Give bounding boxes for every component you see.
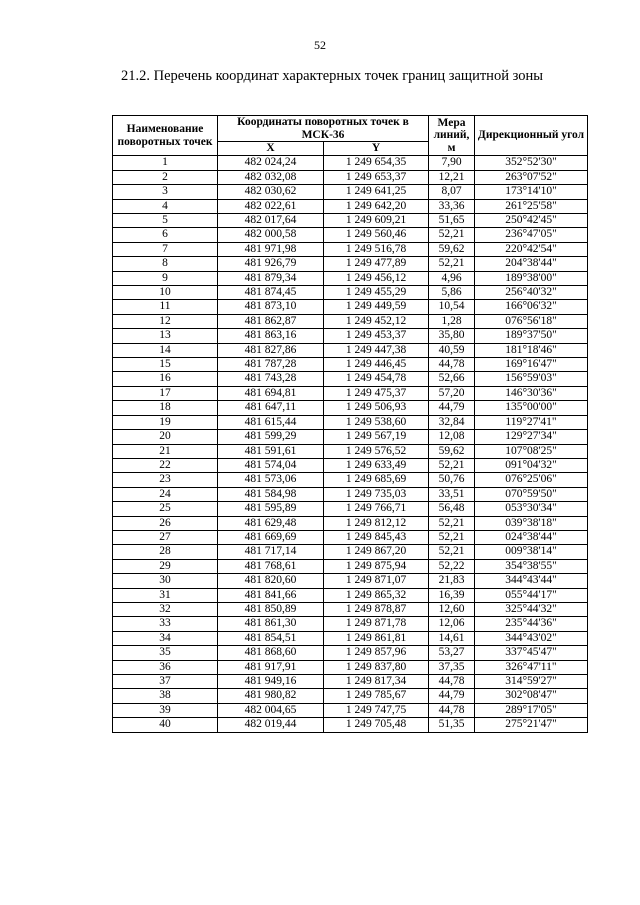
coord-y: 1 249 538,60 [324, 415, 429, 429]
table-row [113, 228, 588, 242]
line-length: 52,21 [429, 516, 475, 530]
coord-y: 1 249 456,12 [324, 271, 429, 285]
point-number: 16 [113, 372, 218, 386]
line-length: 52,22 [429, 559, 475, 573]
coord-y: 1 249 642,20 [324, 199, 429, 213]
table-row [113, 300, 588, 314]
table-row [113, 401, 588, 415]
table-row [113, 602, 588, 616]
direction-angle: 261°25'58" [475, 199, 588, 213]
line-length: 51,35 [429, 718, 475, 732]
table-row [113, 718, 588, 732]
point-number: 34 [113, 631, 218, 645]
coord-x: 481 879,34 [218, 271, 324, 285]
table-row [113, 516, 588, 530]
point-number: 24 [113, 487, 218, 501]
table-row [113, 170, 588, 184]
coord-x: 482 022,61 [218, 199, 324, 213]
direction-angle: 344°43'44" [475, 574, 588, 588]
header-y: Y [324, 142, 429, 156]
direction-angle: 169°16'47" [475, 358, 588, 372]
table-row [113, 689, 588, 703]
coord-x: 481 854,51 [218, 631, 324, 645]
coord-x: 481 862,87 [218, 314, 324, 328]
point-number: 14 [113, 343, 218, 357]
point-number: 12 [113, 314, 218, 328]
coord-x: 481 584,98 [218, 487, 324, 501]
point-number: 40 [113, 718, 218, 732]
coord-y: 1 249 867,20 [324, 545, 429, 559]
coord-y: 1 249 446,45 [324, 358, 429, 372]
table-row [113, 199, 588, 213]
table-row [113, 358, 588, 372]
coord-x: 482 030,62 [218, 185, 324, 199]
table-row [113, 530, 588, 544]
coord-x: 481 850,89 [218, 602, 324, 616]
point-number: 28 [113, 545, 218, 559]
coord-y: 1 249 475,37 [324, 386, 429, 400]
line-length: 40,59 [429, 343, 475, 357]
direction-angle: 256°40'32" [475, 286, 588, 300]
point-number: 31 [113, 588, 218, 602]
line-length: 8,07 [429, 185, 475, 199]
line-length: 32,84 [429, 415, 475, 429]
line-length: 52,21 [429, 545, 475, 559]
direction-angle: 189°37'50" [475, 329, 588, 343]
direction-angle: 275°21'47" [475, 718, 588, 732]
coord-x: 482 024,24 [218, 156, 324, 170]
table-row [113, 545, 588, 559]
point-number: 11 [113, 300, 218, 314]
line-length: 16,39 [429, 588, 475, 602]
coord-y: 1 249 654,35 [324, 156, 429, 170]
point-number: 22 [113, 458, 218, 472]
point-number: 13 [113, 329, 218, 343]
table-row [113, 329, 588, 343]
line-length: 52,21 [429, 228, 475, 242]
coord-y: 1 249 812,12 [324, 516, 429, 530]
coord-y: 1 249 845,43 [324, 530, 429, 544]
direction-angle: 181°18'46" [475, 343, 588, 357]
direction-angle: 314°59'27" [475, 675, 588, 689]
table-row [113, 559, 588, 573]
point-number: 18 [113, 401, 218, 415]
line-length: 57,20 [429, 386, 475, 400]
line-length: 12,06 [429, 617, 475, 631]
direction-angle: 076°56'18" [475, 314, 588, 328]
table-row [113, 660, 588, 674]
direction-angle: 146°30'36" [475, 386, 588, 400]
table-row [113, 257, 588, 271]
point-number: 21 [113, 444, 218, 458]
line-length: 4,96 [429, 271, 475, 285]
coord-x: 481 841,66 [218, 588, 324, 602]
direction-angle: 024°38'44" [475, 530, 588, 544]
line-length: 59,62 [429, 242, 475, 256]
coord-x: 482 000,58 [218, 228, 324, 242]
coord-x: 482 004,65 [218, 703, 324, 717]
coord-x: 481 717,14 [218, 545, 324, 559]
line-length: 1,28 [429, 314, 475, 328]
coord-y: 1 249 633,49 [324, 458, 429, 472]
coord-y: 1 249 609,21 [324, 214, 429, 228]
direction-angle: 354°38'55" [475, 559, 588, 573]
table-row [113, 286, 588, 300]
point-number: 19 [113, 415, 218, 429]
direction-angle: 055°44'17" [475, 588, 588, 602]
direction-angle: 337°45'47" [475, 646, 588, 660]
line-length: 12,60 [429, 602, 475, 616]
line-length: 12,08 [429, 430, 475, 444]
coord-y: 1 249 567,19 [324, 430, 429, 444]
line-length: 56,48 [429, 502, 475, 516]
point-number: 25 [113, 502, 218, 516]
coordinates-table [112, 115, 588, 733]
coord-x: 481 980,82 [218, 689, 324, 703]
line-length: 52,66 [429, 372, 475, 386]
table-row [113, 675, 588, 689]
coord-y: 1 249 641,25 [324, 185, 429, 199]
point-number: 27 [113, 530, 218, 544]
direction-angle: 053°30'34" [475, 502, 588, 516]
coord-y: 1 249 871,07 [324, 574, 429, 588]
direction-angle: 107°08'25" [475, 444, 588, 458]
coord-y: 1 249 817,34 [324, 675, 429, 689]
coord-y: 1 249 766,71 [324, 502, 429, 516]
direction-angle: 204°38'44" [475, 257, 588, 271]
direction-angle: 173°14'10" [475, 185, 588, 199]
point-number: 1 [113, 156, 218, 170]
coord-y: 1 249 452,12 [324, 314, 429, 328]
line-length: 44,79 [429, 401, 475, 415]
coord-x: 481 861,30 [218, 617, 324, 631]
coord-y: 1 249 653,37 [324, 170, 429, 184]
coord-x: 482 019,44 [218, 718, 324, 732]
coord-x: 481 647,11 [218, 401, 324, 415]
line-length: 35,80 [429, 329, 475, 343]
table-row [113, 617, 588, 631]
coord-y: 1 249 455,29 [324, 286, 429, 300]
point-number: 26 [113, 516, 218, 530]
coord-y: 1 249 857,96 [324, 646, 429, 660]
coord-x: 481 573,06 [218, 473, 324, 487]
point-number: 3 [113, 185, 218, 199]
coord-x: 481 787,28 [218, 358, 324, 372]
coord-y: 1 249 506,93 [324, 401, 429, 415]
table-row [113, 487, 588, 501]
line-length: 59,62 [429, 444, 475, 458]
coord-x: 481 694,81 [218, 386, 324, 400]
coord-y: 1 249 878,87 [324, 602, 429, 616]
header-coordinates: Координаты поворотных точек в МСК-36 [218, 116, 429, 142]
line-length: 33,51 [429, 487, 475, 501]
line-length: 14,61 [429, 631, 475, 645]
header-point-name: Наименование поворотных точек [113, 116, 218, 156]
direction-angle: 236°47'05" [475, 228, 588, 242]
coord-y: 1 249 785,67 [324, 689, 429, 703]
table-row [113, 386, 588, 400]
point-number: 5 [113, 214, 218, 228]
line-length: 7,90 [429, 156, 475, 170]
direction-angle: 302°08'47" [475, 689, 588, 703]
coord-y: 1 249 735,03 [324, 487, 429, 501]
coord-y: 1 249 871,78 [324, 617, 429, 631]
point-number: 36 [113, 660, 218, 674]
point-number: 35 [113, 646, 218, 660]
coord-x: 481 971,98 [218, 242, 324, 256]
coord-y: 1 249 560,46 [324, 228, 429, 242]
table-row [113, 185, 588, 199]
line-length: 51,65 [429, 214, 475, 228]
point-number: 38 [113, 689, 218, 703]
coord-y: 1 249 454,78 [324, 372, 429, 386]
section-heading: 21.2. Перечень координат характерных точек границ защитной зоны [121, 68, 543, 84]
direction-angle: 189°38'00" [475, 271, 588, 285]
point-number: 10 [113, 286, 218, 300]
line-length: 44,78 [429, 675, 475, 689]
point-number: 4 [113, 199, 218, 213]
direction-angle: 156°59'03" [475, 372, 588, 386]
direction-angle: 235°44'36" [475, 617, 588, 631]
direction-angle: 119°27'41" [475, 415, 588, 429]
line-length: 52,21 [429, 257, 475, 271]
point-number: 39 [113, 703, 218, 717]
direction-angle: 009°38'14" [475, 545, 588, 559]
point-number: 6 [113, 228, 218, 242]
coord-x: 481 827,86 [218, 343, 324, 357]
header-line-length: Мера линий, м [429, 116, 475, 156]
coord-x: 482 032,08 [218, 170, 324, 184]
point-number: 20 [113, 430, 218, 444]
coord-y: 1 249 576,52 [324, 444, 429, 458]
direction-angle: 070°59'50" [475, 487, 588, 501]
coord-x: 481 595,89 [218, 502, 324, 516]
table-row [113, 430, 588, 444]
line-length: 53,27 [429, 646, 475, 660]
table-row [113, 646, 588, 660]
coord-x: 481 868,60 [218, 646, 324, 660]
coord-y: 1 249 449,59 [324, 300, 429, 314]
point-number: 17 [113, 386, 218, 400]
line-length: 5,86 [429, 286, 475, 300]
table-row [113, 502, 588, 516]
coord-x: 481 863,16 [218, 329, 324, 343]
direction-angle: 263°07'52" [475, 170, 588, 184]
point-number: 37 [113, 675, 218, 689]
table-row [113, 242, 588, 256]
table-row [113, 314, 588, 328]
table-row [113, 214, 588, 228]
line-length: 52,21 [429, 458, 475, 472]
table-row [113, 703, 588, 717]
point-number: 8 [113, 257, 218, 271]
point-number: 30 [113, 574, 218, 588]
coord-x: 482 017,64 [218, 214, 324, 228]
coord-x: 481 599,29 [218, 430, 324, 444]
direction-angle: 326°47'11" [475, 660, 588, 674]
point-number: 7 [113, 242, 218, 256]
point-number: 2 [113, 170, 218, 184]
direction-angle: 325°44'32" [475, 602, 588, 616]
coord-x: 481 949,16 [218, 675, 324, 689]
coord-x: 481 615,44 [218, 415, 324, 429]
table-row [113, 458, 588, 472]
point-number: 23 [113, 473, 218, 487]
point-number: 15 [113, 358, 218, 372]
direction-angle: 135°00'00" [475, 401, 588, 415]
direction-angle: 129°27'34" [475, 430, 588, 444]
coord-x: 481 669,69 [218, 530, 324, 544]
direction-angle: 220°42'54" [475, 242, 588, 256]
coord-x: 481 591,61 [218, 444, 324, 458]
table-row [113, 271, 588, 285]
header-x: X [218, 142, 324, 156]
line-length: 21,83 [429, 574, 475, 588]
table-row [113, 415, 588, 429]
direction-angle: 091°04'32" [475, 458, 588, 472]
table-row [113, 444, 588, 458]
table-body [113, 156, 588, 732]
coord-y: 1 249 837,80 [324, 660, 429, 674]
table-row [113, 588, 588, 602]
direction-angle: 250°42'45" [475, 214, 588, 228]
table-row [113, 343, 588, 357]
direction-angle: 352°52'30" [475, 156, 588, 170]
direction-angle: 344°43'02" [475, 631, 588, 645]
line-length: 50,76 [429, 473, 475, 487]
line-length: 44,78 [429, 703, 475, 717]
coord-y: 1 249 447,38 [324, 343, 429, 357]
line-length: 44,78 [429, 358, 475, 372]
coord-y: 1 249 865,32 [324, 588, 429, 602]
point-number: 33 [113, 617, 218, 631]
coord-y: 1 249 453,37 [324, 329, 429, 343]
point-number: 32 [113, 602, 218, 616]
point-number: 29 [113, 559, 218, 573]
direction-angle: 039°38'18" [475, 516, 588, 530]
table-row [113, 473, 588, 487]
page-number: 52 [314, 38, 326, 52]
coord-x: 481 629,48 [218, 516, 324, 530]
coord-x: 481 873,10 [218, 300, 324, 314]
coord-y: 1 249 875,94 [324, 559, 429, 573]
coord-x: 481 768,61 [218, 559, 324, 573]
coord-x: 481 926,79 [218, 257, 324, 271]
direction-angle: 289°17'05" [475, 703, 588, 717]
table-row [113, 156, 588, 170]
coord-y: 1 249 477,89 [324, 257, 429, 271]
line-length: 33,36 [429, 199, 475, 213]
coord-x: 481 820,60 [218, 574, 324, 588]
coord-x: 481 743,28 [218, 372, 324, 386]
table-row [113, 574, 588, 588]
coord-y: 1 249 747,75 [324, 703, 429, 717]
coord-y: 1 249 516,78 [324, 242, 429, 256]
coord-y: 1 249 685,69 [324, 473, 429, 487]
line-length: 37,35 [429, 660, 475, 674]
table-row [113, 372, 588, 386]
coord-y: 1 249 861,81 [324, 631, 429, 645]
direction-angle: 076°25'06" [475, 473, 588, 487]
line-length: 44,79 [429, 689, 475, 703]
point-number: 9 [113, 271, 218, 285]
coord-x: 481 874,45 [218, 286, 324, 300]
table-row [113, 631, 588, 645]
coord-y: 1 249 705,48 [324, 718, 429, 732]
header-direction-angle: Дирекционный угол [475, 116, 588, 156]
line-length: 12,21 [429, 170, 475, 184]
line-length: 10,54 [429, 300, 475, 314]
coord-x: 481 917,91 [218, 660, 324, 674]
line-length: 52,21 [429, 530, 475, 544]
coord-x: 481 574,04 [218, 458, 324, 472]
direction-angle: 166°06'32" [475, 300, 588, 314]
